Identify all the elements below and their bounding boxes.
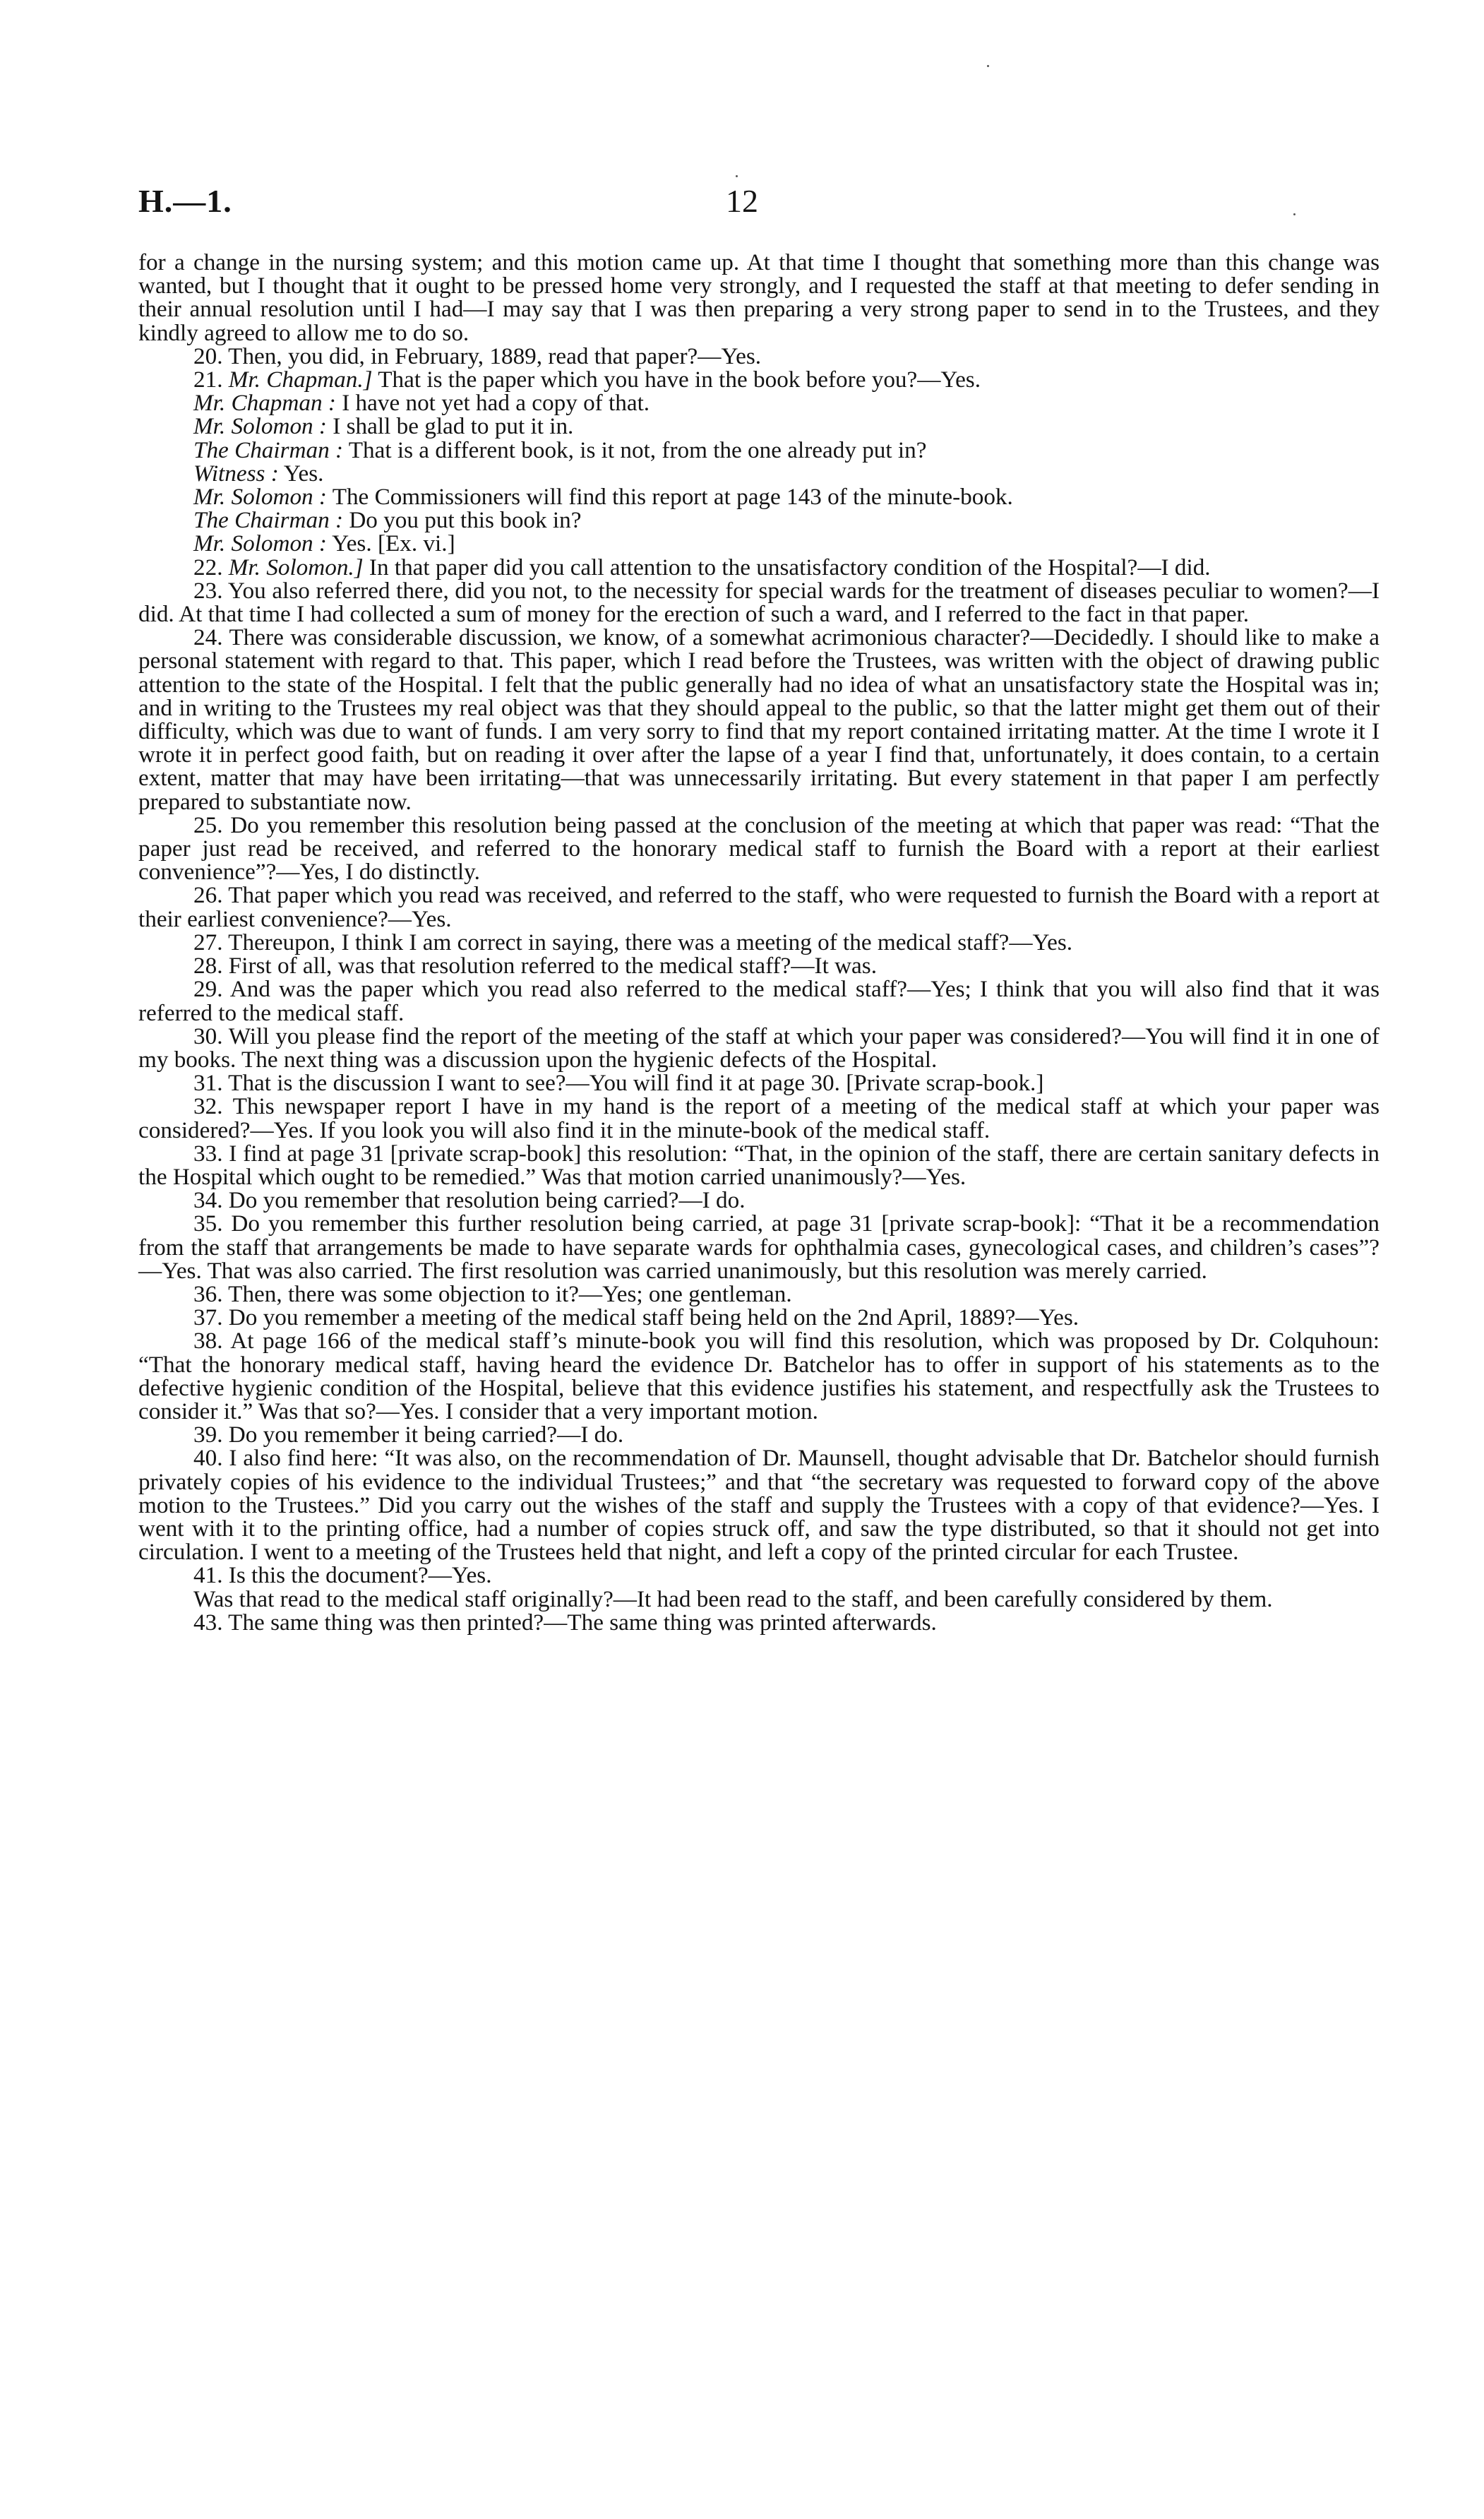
paragraph: for a change in the nursing system; and this motion came up. At that time I thought that something more than this change was wanted, but I thought that it ought to be pressed home very strongly, and I requested the staff at that meeting to defer sending in their annual resolution until I had—I may say that I was then preparing a very strong paper to send in to the Trustees, and they kindly agreed to allow me to do so. (138, 249, 1380, 346)
paragraph: 36. Then, there was some objection to it?—Yes; one gentleman. (193, 1280, 792, 1307)
paragraph: Was that read to the medical staff originally?—It had been read to the staff, and been carefully considered by them. (193, 1585, 1273, 1612)
paragraph: 25. Do you remember this resolution being passed at the conclusion of the meeting at which that paper was read: “That the paper just read be received, and referred to the honorary medical staff to furnish the Board with a report at their earliest convenience”?—Yes, I do distinctly. (138, 811, 1380, 886)
paragraph: 40. I also find here: “It was also, on the recommendation of Dr. Maunsell, thought advisable that Dr. Batchelor should furnish privately copies of his evidence to the individual Trustees;” and that “the secretary was requested to forward copy of the above motion to the Trustees.” Did you carry out the wishes of the staff and supply the Trustees with a copy of that evidence?—Yes. I went with it to the printing office, had a number of copies struck off, and saw the type distributed, so that it should not get into circulation. I went to a meeting of the Trustees held that night, and left a copy of the printed circular for each Trustee. (138, 1445, 1380, 1566)
paragraph: 33. I find at page 31 [private scrap-book] this resolution: “That, in the opinion of the staff, there are certain sanitary defects in the Hospital which ought to be remedied.” Was that motion carried unanimously?—Yes. (138, 1140, 1380, 1190)
paragraph: 21. Mr. Chapman.] That is the paper which you have in the book before you?—Yes. (193, 367, 981, 393)
paragraph: 32. This newspaper report I have in my hand is the report of a meeting of the medical staff at which your paper was considered?—Yes. If you look you will also find it in the minute-book of the medical staff. (138, 1093, 1380, 1143)
paragraph: 37. Do you remember a meeting of the medical staff being held on the 2nd April, 1889?—Yes. (193, 1304, 1079, 1331)
paragraph: The Chairman : Do you put this book in? (193, 507, 582, 534)
speaker-label: The Chairman : (193, 436, 344, 463)
paragraph: Mr. Solomon : I shall be glad to put it in. (193, 413, 574, 440)
paragraph: Witness : Yes. (193, 460, 324, 487)
speaker-label: Mr. Solomon.] (228, 554, 364, 580)
paragraph: 27. Thereupon, I think I am correct in saying, there was a meeting of the medical staff?—Yes. (193, 929, 1073, 955)
paragraph: 30. Will you please find the report of the meeting of the staff at which your paper was considered?—You will find it in one of my books. The next thing was a discussion upon the hygienic defects of the Hospital. (138, 1023, 1380, 1073)
paragraph: 38. At page 166 of the medical staff’s minute-book you will find this resolution, which was proposed by Dr. Colquhoun: “That the honorary medical staff, having heard the evidence Dr. Batchelor has to offer in support of his statements as to the defective hygienic condition of the Hospital, believe that this evidence justifies his statement, and respectfully ask the Trustees to consider it.” Was that so?—Yes. I consider that a very important motion. (138, 1328, 1380, 1424)
paragraph: Mr. Solomon : Yes. [Ex. vi.] (193, 530, 455, 557)
testimony-body (138, 251, 1380, 1634)
print-speck (736, 175, 738, 177)
paragraph: 28. First of all, was that resolution referred to the medical staff?—It was. (193, 953, 877, 979)
paragraph: 22. Mr. Solomon.] In that paper did you call attention to the unsatisfactory condition of the Hospital?—I did. (193, 554, 1211, 580)
speaker-label: Mr. Solomon : (193, 530, 327, 557)
speaker-label: Mr. Chapman.] (228, 367, 373, 393)
print-speck (987, 65, 989, 67)
speaker-label: Mr. Chapman : (193, 390, 336, 417)
paragraph: 35. Do you remember this further resolution being carried, at page 31 [private scrap-book]: “That it be a recommendation from the staff that arrangements be made to have separate wards for ophthalmia cases, gynecological cases, and children’s cases”?—Yes. That was also carried. The first resolution was carried unanimously, but this resolution was merely carried. (138, 1210, 1380, 1284)
page-number: 12 (726, 183, 758, 219)
paragraph: 24. There was considerable discussion, we know, of a somewhat acrimonious character?—Decidedly. I should like to make a personal statement with regard to that. This paper, which I read before the Trustees, was written with the object of drawing public attention to the state of the Hospital. I felt that the public generally had no idea of what an unsatisfactory state the Hospital was in; and in writing to the Trustees my real object was that they should appeal to the public, so that the latter might get them out of their difficulty, which was due to want of funds. I am very sorry to find that my report contained irritating matter. At the time I wrote it I wrote it in perfect good faith, but on reading it over after the lapse of a year I find that, unfortunately, it does contain, to a certain extent, matter that may have been irritating—that was unnecessarily irritating. But every statement in that paper I am perfectly prepared to substantiate now. (138, 624, 1380, 815)
print-speck (1293, 213, 1295, 215)
speaker-label: The Chairman : (193, 507, 344, 534)
paragraph: 31. That is the discussion I want to see?—You will find it at page 30. [Private scrap-book.] (193, 1070, 1044, 1097)
paragraph: 43. The same thing was then printed?—The same thing was printed afterwards. (193, 1609, 937, 1636)
paragraph: Mr. Solomon : The Commissioners will find this report at page 143 of the minute-book. (193, 484, 1013, 511)
paragraph: 29. And was the paper which you read also referred to the medical staff?—Yes; I think that you will also find that it was referred to the medical staff. (138, 976, 1380, 1026)
paragraph: The Chairman : That is a different book, is it not, from the one already put in? (193, 436, 927, 463)
paragraph: 26. That paper which you read was received, and referred to the staff, who were requested to furnish the Board with a report at their earliest convenience?—Yes. (138, 882, 1380, 932)
paragraph: 23. You also referred there, did you not, to the necessity for special wards for the treatment of diseases peculiar to women?—I did. At that time I had collected a sum of money for the erection of such a ward, and I referred to the fact in that paper. (138, 577, 1380, 628)
speaker-label: Mr. Solomon : (193, 413, 327, 440)
speaker-label: Mr. Solomon : (193, 484, 327, 511)
paragraph: 34. Do you remember that resolution being carried?—I do. (193, 1187, 746, 1214)
paragraph: 20. Then, you did, in February, 1889, read that paper?—Yes. (193, 343, 762, 369)
paragraph: 39. Do you remember it being carried?—I do. (193, 1422, 624, 1448)
paragraph: Mr. Chapman : I have not yet had a copy of that. (193, 390, 650, 417)
paragraph: 41. Is this the document?—Yes. (193, 1562, 492, 1589)
speaker-label: Witness : (193, 460, 279, 487)
document-reference: H.—1. (138, 183, 232, 219)
